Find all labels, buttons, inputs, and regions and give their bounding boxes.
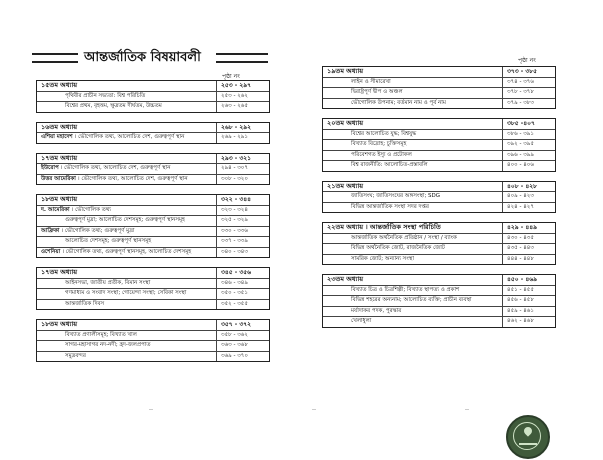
chapter-heading-row: [37, 195, 269, 205]
toc-page-range: ৩৭৯ - ৩৮৩: [502, 99, 555, 109]
toc-row: [323, 306, 555, 317]
toc-page-range: ৩৭৮ - ৩৭৮: [502, 88, 555, 98]
toc-page-range: ৩৬৯ - ৩৭০: [216, 352, 269, 362]
toc-section: [322, 118, 556, 172]
toc-section: [36, 194, 270, 258]
toc-page-range: ৪০৯ - ৪২৩: [502, 192, 555, 202]
toc-page-range: ৪৫১ - ৪৫৫: [502, 286, 555, 296]
toc-entry-label: ১৬তম অধ্যায়: [41, 122, 78, 131]
chapter-heading-row: [37, 320, 269, 330]
toc-entry-label: বিখ্যাত চিত্র ও চিত্রশিল্পী; বিখ্যাত স্থাপত্য ও প্রকাশ: [351, 286, 460, 293]
toc-page-range: ৪২৪ - ৪২৭: [502, 203, 555, 213]
toc-page-range: ৩৭৪ - ৩৭৬: [502, 78, 555, 88]
toc-page-range: ৩০৮ - ৩২০: [216, 175, 269, 185]
toc-page-range: ৩৩০ - ৩৩৬: [216, 227, 269, 237]
toc-page-range: ৩৮৫ -৪০৭: [502, 119, 555, 129]
toc-row: [37, 330, 269, 341]
toc-entry-text: । ভৌগোলিক তথ্য, আলোচিত দেশ, গুরুত্বপূর্ণ স্থান: [77, 175, 188, 182]
toc-entry-label: [37, 133, 216, 143]
toc-page-range: ৩৫৮ - ৩৬২: [216, 331, 269, 341]
toc-row: [323, 202, 555, 213]
toc-row: [323, 233, 555, 244]
toc-section: [36, 122, 270, 144]
toc-entry-label: বিশ্বের প্রথম, বৃহত্তম, ক্ষুদ্রতম দীর্ঘতম, উচ্চতম: [65, 103, 162, 109]
toc-row: [323, 243, 555, 254]
toc-entry-text: । ভৌগোলিক তথ্য, আলোচিত দেশ, গুরুত্বপূর্ণ স্থান: [74, 134, 185, 140]
toc-row: [323, 129, 555, 140]
region-tag: ইউরোপ: [41, 165, 59, 171]
toc-page-range: ৪৬২ - ৪৬৮: [502, 317, 555, 327]
toc-section: [36, 80, 270, 113]
toc-page-range: ৩৪৬ - ৩৪৯: [216, 279, 269, 289]
toc-entry-label: মর্যাদাকর পদক, পুরস্কার: [351, 307, 402, 314]
chapter-heading-row: [323, 67, 555, 77]
toc-row: [37, 351, 269, 362]
toc-entry-label: বিখ্যাত প্রণালীসমূহ; বিখ্যাত খাল: [65, 331, 137, 338]
title-rule-right: [216, 53, 268, 63]
toc-page-range: ৩৪০ - ৩৪৩: [216, 248, 269, 258]
toc-page-range: ২৯৪ - ৩০৭: [216, 164, 269, 174]
page-number-label-right: পৃষ্ঠা নং: [518, 57, 536, 64]
toc-page-range: ৪৩০ - ৪৩৫: [502, 234, 555, 244]
toc-page-range: ৪৩৫ - ৪৪৩: [502, 244, 555, 254]
region-tag: ওশেনিয়া: [41, 248, 61, 255]
toc-row: [37, 278, 269, 289]
toc-entry-text: । ভৌগোলিক তথ্য; গুরুত্বপূর্ণ মুদ্রা: [61, 227, 135, 234]
toc-page-range: ৩৫৭ - ৩৭২: [216, 320, 269, 330]
toc-page-range: ৩৮৬ - ৩৯১: [502, 130, 555, 140]
toc-entry-text: । ভৌগোলিক তথ্য: [71, 206, 111, 213]
toc-row: [323, 160, 555, 171]
toc-row: [323, 254, 555, 265]
toc-entry-label: বিভিন্ন শহরের অন্যনাম; আলোচিত ব্যক্তি; প্রাচীন ব্যবস্থা: [351, 297, 472, 303]
toc-page-range: ২৫৩ - ২৬২: [216, 92, 269, 102]
toc-entry-label: আলোচিত দেশসমূহ; গুরুত্বপূর্ণ স্থানসমূহ: [65, 238, 152, 244]
toc-page-range: ৩২৩ - ৩২৪: [216, 206, 269, 216]
toc-entry-label: আন্তর্জাতিক দিবস: [65, 300, 105, 307]
toc-entry-label: ১৮তম অধ্যায়: [41, 320, 78, 328]
toc-row: [37, 340, 269, 351]
toc-row: [37, 101, 269, 112]
page-number-label-left: পৃষ্ঠা নং: [222, 73, 240, 80]
toc-entry-label: [37, 175, 216, 185]
chapter-heading-row: [37, 268, 269, 278]
page-title: আন্তর্জাতিক বিষয়াবলী: [84, 50, 201, 65]
region-tag: উত্তর আমেরিকা: [41, 175, 76, 182]
toc-page-range: ৩৬৩ - ৩৬৮: [216, 341, 269, 351]
scan-mark: [312, 409, 316, 410]
toc-entry-label: ভৌগোলিক উপনাম; বর্তমান নাম ও পূর্ব নাম: [351, 99, 446, 106]
toc-page-range: ৪৫৬ - ৪৫৮: [502, 296, 555, 306]
toc-entry-label: ১৫তম অধ্যায়: [41, 81, 78, 89]
toc-entry-label: গণমাধ্যম ও সংবাদ সংস্থা; গোয়েন্দা সংস্থা; সেবিকা সংস্থা: [65, 290, 187, 296]
chapter-heading-row: [37, 81, 269, 91]
toc-row: [37, 205, 269, 216]
toc-page-range: ৪৪৪ - ৪৪৮: [502, 255, 555, 265]
toc-section: [322, 181, 556, 214]
toc-entry-label: ১৭তম অধ্যায়: [41, 268, 78, 276]
toc-page-range: ৩৫০ - ৩৫১: [216, 289, 269, 299]
toc-entry-label: ২১তম অধ্যায়: [327, 181, 364, 190]
chapter-heading-row: [323, 119, 555, 129]
toc-entry-text: । ভৌগোলিক তথ্য, গুরুত্বপূর্ণ স্থানসমূহ, আলোচিত দেশসমূহ: [61, 248, 192, 255]
chapter-heading-row: [37, 154, 269, 164]
toc-entry-label: জাতিসংঘ; জাতিসংঘের অঙ্গসংস্থা; SDG: [351, 193, 441, 199]
title-rule-left: [32, 53, 78, 63]
toc-row: [323, 98, 555, 109]
toc-row: [37, 247, 269, 258]
toc-page-range: ৪০০ - ৪০৬: [502, 161, 555, 171]
toc-row: [323, 295, 555, 306]
toc-page-range: ৪৫০ - ৪৬৯: [502, 275, 555, 285]
toc-entry-text: । ভৌগোলিক তথ্য, আলোচিত দেশ, গুরুত্বপূর্ণ স্থান: [60, 165, 171, 171]
toc-entry-label: [37, 227, 216, 237]
toc-entry-label: বিভিন্ন আন্তর্জাতিক সংস্থা সদর দপ্তর: [351, 203, 429, 210]
toc-section: [322, 222, 556, 265]
toc-page-range: ২৯৩ - ৩২১: [216, 154, 269, 164]
toc-page-range: ২৬৯ - ২৯১: [216, 133, 269, 143]
toc-entry-label: গুরুত্বপূর্ণ মুদ্রা; আলোচিত দেশসমূহ; গুরুত্বপূর্ণ স্থানসমূহ: [65, 217, 185, 223]
region-tag: আফ্রিকা: [41, 227, 60, 234]
chapter-heading-row: [323, 223, 555, 233]
toc-row: [323, 87, 555, 98]
toc-row: [323, 139, 555, 150]
toc-row: [37, 215, 269, 226]
toc-entry-label: ১৮তম অধ্যায়: [41, 195, 78, 203]
region-tag: দ. আমেরিকা: [41, 206, 70, 213]
toc-page-range: ৩৫২ - ৩৫৫: [216, 300, 269, 310]
toc-column-left: [36, 80, 270, 371]
toc-row: [37, 299, 269, 310]
toc-row: [37, 132, 269, 143]
toc-page-range: ৩৯৬ - ৩৯৯: [502, 151, 555, 161]
toc-entry-label: ১৯তম অধ্যায়: [327, 67, 364, 75]
toc-entry-label: সমুদ্রবন্দর: [65, 352, 86, 359]
toc-entry-label: ১৭তম অধ্যায়: [41, 153, 78, 162]
toc-row: [37, 91, 269, 102]
toc-page-range: ৩৩৭ - ৩৩৯: [216, 237, 269, 247]
toc-row: [323, 150, 555, 161]
toc-row: [37, 288, 269, 299]
toc-entry-label: ২০তম অধ্যায়: [327, 119, 364, 127]
toc-entry-label: [37, 164, 216, 174]
toc-section: [36, 267, 270, 310]
toc-section: [322, 274, 556, 328]
chapter-heading-row: [37, 123, 269, 133]
toc-row: [37, 226, 269, 237]
book-icon: [519, 437, 537, 445]
toc-row: [37, 236, 269, 247]
toc-page-range: ৪৫৯ - ৪৬১: [502, 307, 555, 317]
toc-entry-label: [37, 248, 216, 258]
toc-page-range: ২৬৮ - ২৯২: [216, 123, 269, 133]
toc-row: [37, 163, 269, 174]
toc-row: [323, 77, 555, 88]
toc-page-range: ৩৪৫ - ৩৫৬: [216, 268, 269, 278]
toc-page-range: ২৫৩ - ২৯৭: [216, 81, 269, 91]
toc-entry-label: বিশ্বের আলোচিত যুদ্ধ; বিশ্বযুদ্ধ: [351, 130, 417, 137]
toc-entry-label: [37, 206, 216, 216]
toc-entry-label: পৃথিবীর প্রাচীন সভ্যতা: বিশ্ব পরিচিতি: [65, 92, 146, 99]
toc-section: [36, 319, 270, 362]
toc-page-range: ২৬৩ - ২৬৫: [216, 102, 269, 112]
toc-row: [323, 285, 555, 296]
toc-section: [322, 66, 556, 109]
toc-row: [37, 174, 269, 185]
toc-entry-label: ২২তম অধ্যায় । আন্তর্জাতিক সংস্থা পরিচিতি: [327, 223, 441, 231]
publisher-logo: [506, 415, 550, 459]
toc-page-range: ৩২৫ - ৩২৯: [216, 216, 269, 226]
toc-row: [323, 316, 555, 327]
toc-section: [36, 153, 270, 186]
toc-column-right: [322, 66, 556, 337]
toc-entry-label: পরিবেশগত ইস্যু ও প্রটোকল: [351, 151, 412, 158]
toc-entry-label: বিশ্ব রাজনীতি: আলোচিত-প্রস্তাবলি: [351, 162, 428, 168]
toc-entry-label: আন্তর্জাতিক অর্থনৈতিক প্রতিষ্ঠান / সংস্থা / ব্যাংক: [351, 234, 457, 241]
toc-entry-label: লাইন ও সীমারেখা: [351, 78, 391, 85]
scan-mark: [465, 409, 469, 410]
toc-page-range: ৪২৯ - ৪৪৯: [502, 223, 555, 233]
toc-entry-label: বিভিন্ন অর্থনৈতিক জোট, রাজনৈতিক জোট: [351, 245, 445, 251]
toc-page-range: ৩৭৩ - ৩৮৫: [502, 67, 555, 77]
region-tag: এশিয়া মহাদেশ: [41, 134, 73, 140]
toc-entry-label: খেলাধুলা: [351, 318, 372, 324]
page-title-banner: [32, 48, 268, 66]
chapter-heading-row: [323, 182, 555, 192]
toc-entry-label: বিখ্যাত বিদ্রোহ; চুক্তিসমূহ: [351, 141, 407, 147]
scan-mark: [149, 409, 153, 410]
toc-page-range: ৩২২ - ৩৪৪: [216, 195, 269, 205]
toc-page-range: ৪০৮ - ৪২৮: [502, 182, 555, 192]
toc-entry-label: সাগর-মহাসাগর নদ-নদী; হ্রদ-জলপ্রপাত: [65, 342, 151, 348]
toc-page-range: ৩৯২ - ৩৯৫: [502, 140, 555, 150]
toc-entry-label: দ্বিরাষ্ট্রপূর্ণ দ্বীপ ও অঞ্চল: [351, 89, 403, 95]
chapter-heading-row: [323, 275, 555, 285]
toc-entry-label: আইনসভা, জাতীয় প্রতীক, বিমান সংস্থা: [65, 279, 151, 286]
toc-entry-label: ২৩তম অধ্যায়: [327, 275, 364, 283]
toc-row: [323, 191, 555, 202]
toc-entry-label: সামরিক জোট; অন্যান্য সংস্থা: [351, 255, 414, 262]
